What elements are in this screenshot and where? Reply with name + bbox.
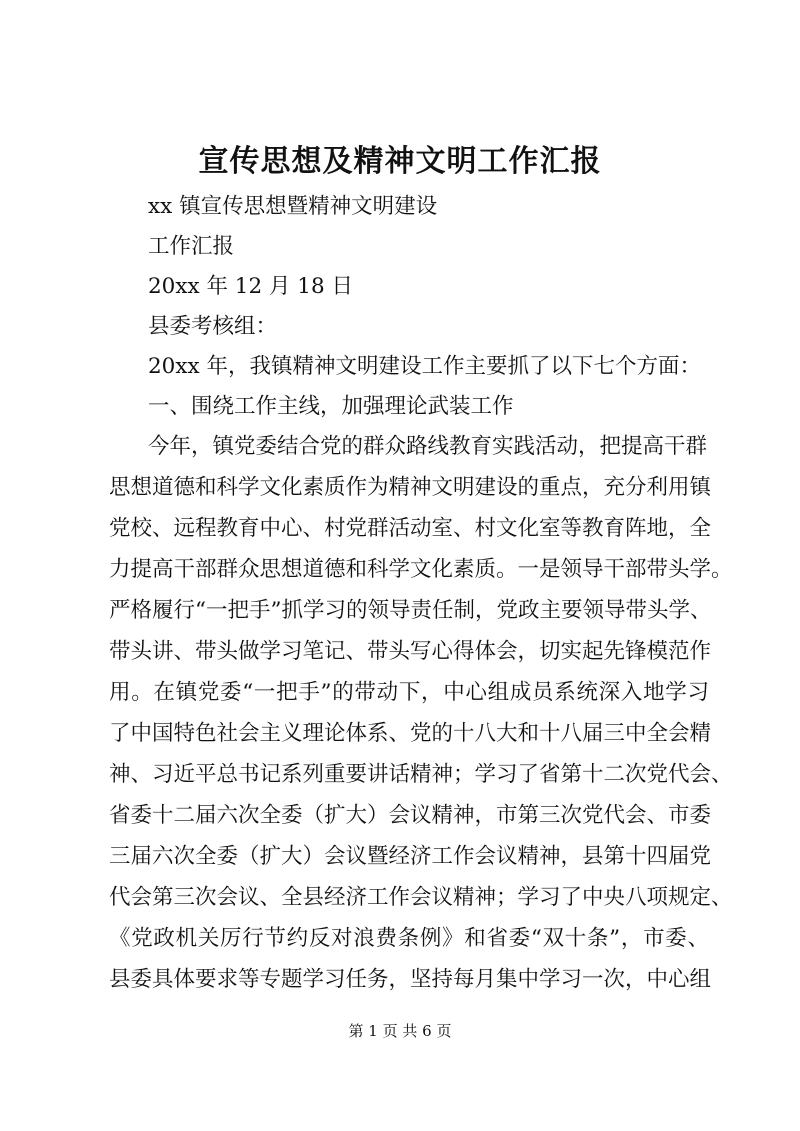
subtitle-line-2: 工作汇报 bbox=[148, 234, 235, 259]
page-number-footer: 第 1 页 共 6 页 bbox=[348, 1022, 452, 1040]
paragraph-line: 神、习近平总书记系列重要讲话精神；学习了省第十二次党代会、 bbox=[109, 762, 733, 787]
paragraph-line: 《党政机关厉行节约反对浪费条例》和省委“双十条”，市委、 bbox=[109, 926, 709, 951]
paragraph-line: 带头讲、带头做学习笔记、带头写心得体会，切实起先锋模范作 bbox=[109, 639, 712, 664]
document-title: 宣传思想及精神文明工作汇报 bbox=[198, 144, 602, 179]
subtitle-line-1: xx 镇宣传思想暨精神文明建设 bbox=[148, 194, 438, 219]
paragraph-line: 党校、远程教育中心、村党群活动室、村文化室等教育阵地，全 bbox=[109, 516, 712, 541]
paragraph-line: 代会第三次会议、全县经济工作会议精神；学习了中央八项规定、 bbox=[109, 885, 733, 910]
paragraph-first-line: 今年，镇党委结合党的群众路线教育实践活动，把提高干群 bbox=[148, 434, 708, 459]
paragraph-line: 了中国特色社会主义理论体系、党的十八大和十八届三中全会精 bbox=[109, 721, 712, 746]
paragraph-line: 县委具体要求等专题学习任务，坚持每月集中学习一次，中心组 bbox=[109, 967, 712, 992]
section-heading: 一、围绕工作主线，加强理论武装工作 bbox=[148, 394, 514, 419]
paragraph-line: 力提高干部群众思想道德和科学文化素质。一是领导干部带头学。 bbox=[109, 557, 733, 582]
paragraph-line: 用。在镇党委“一把手”的带动下，中心组成员系统深入地学习 bbox=[109, 680, 709, 705]
paragraph-line: 省委十二届六次全委（扩大）会议精神，市第三次党代会、市委 bbox=[109, 803, 712, 828]
paragraph-line: 严格履行“一把手”抓学习的领导责任制，党政主要领导带头学、 bbox=[109, 598, 712, 623]
date-line: 20xx 年 12 月 18 日 bbox=[148, 274, 353, 299]
paragraph-line: 思想道德和科学文化素质作为精神文明建设的重点，充分利用镇 bbox=[109, 475, 712, 500]
paragraph-line: 三届六次全委（扩大）会议暨经济工作会议精神，县第十四届党 bbox=[109, 844, 712, 869]
intro-line: 20xx 年，我镇精神文明建设工作主要抓了以下七个方面： bbox=[148, 354, 701, 379]
salutation-line: 县委考核组： bbox=[148, 314, 278, 339]
